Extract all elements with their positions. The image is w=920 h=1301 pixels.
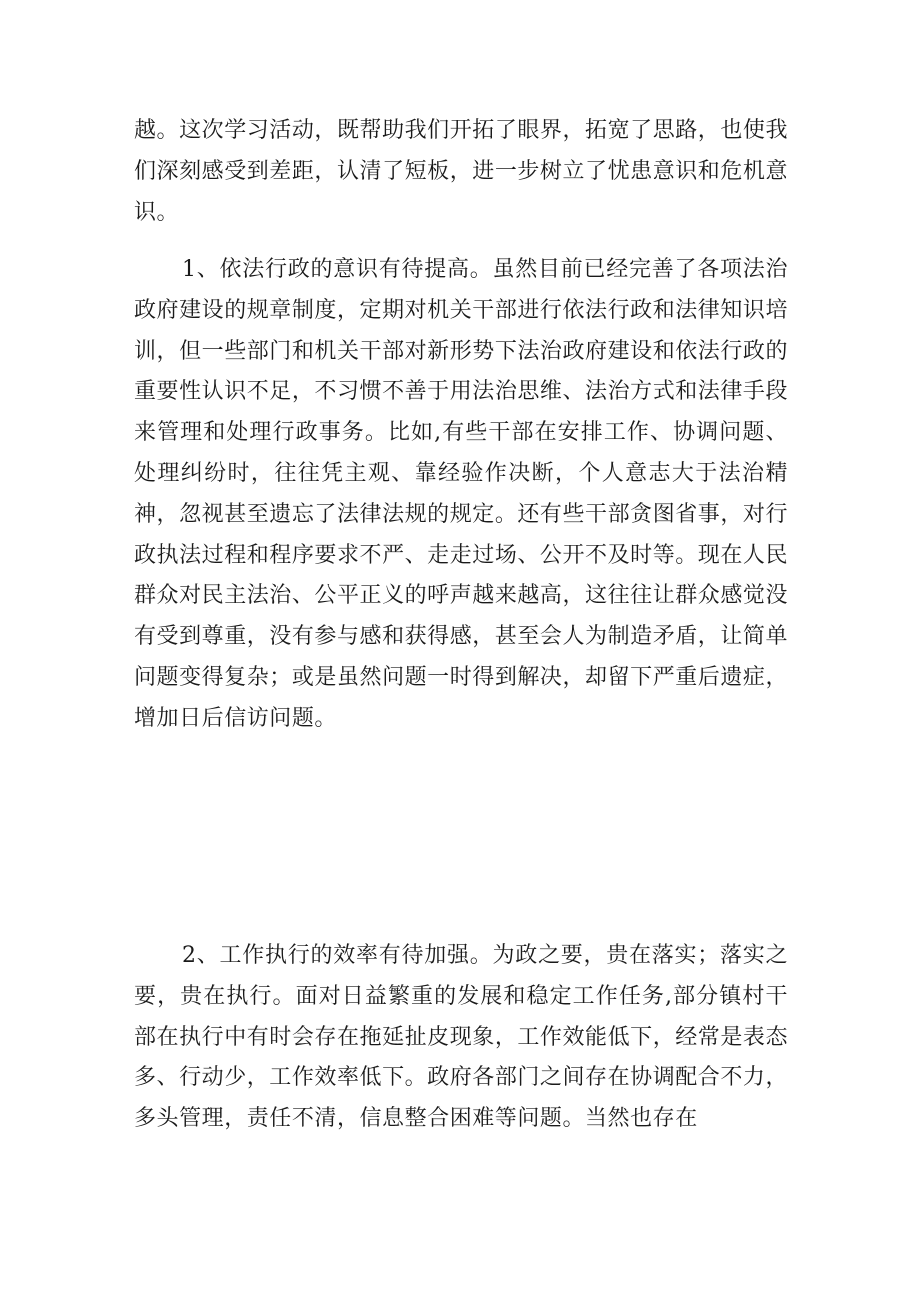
paragraph-continuation: 越。这次学习活动，既帮助我们开拓了眼界，拓宽了思路，也使我们深刻感受到差距，认清了短板，进一步树立了忧患意识和危机意识。 [134, 118, 788, 225]
paragraph-law-administration: 1、依法行政的意识有待提高。虽然目前已经完善了各项法治政府建设的规章制度，定期对机关干部进行依法行政和法律知识培训，但一些部门和机关干部对新形势下法治政府建设和依法行政的重要性认识不足，不习惯不善于用法治思维、法治方式和法律手段来管理和处理行政事务。比如,有些干部在安排工作、协调问题、处理纠纷时，往往凭主观、靠经验作决断，个人意志大于法治精神，忽视甚至遗忘了法律法规的规定。还有些干部贪图省事，对行政执法过程和程序要求不严、走走过场、公开不及时等。现在人民群众对民主法治、公平正义的呼声越来越高，这往往让群众感觉没有受到尊重，没有参与感和获得感，甚至会人为制造矛盾，让简单问题变得复杂；或是虽然问题一时得到解决，却留下严重后遗症，增加日后信访问题。 [134, 257, 788, 731]
paragraph-work-efficiency: 2、工作执行的效率有待加强。为政之要，贵在落实；落实之要，贵在执行。面对日益繁重的发展和稳定工作任务,部分镇村干部在执行中有时会存在拖延扯皮现象，工作效能低下，经常是表态多、行动少，工作效率低下。政府各部门之间存在协调配合不力，多头管理，责任不清，信息整合困难等问题。当然也存在 [134, 943, 788, 1132]
